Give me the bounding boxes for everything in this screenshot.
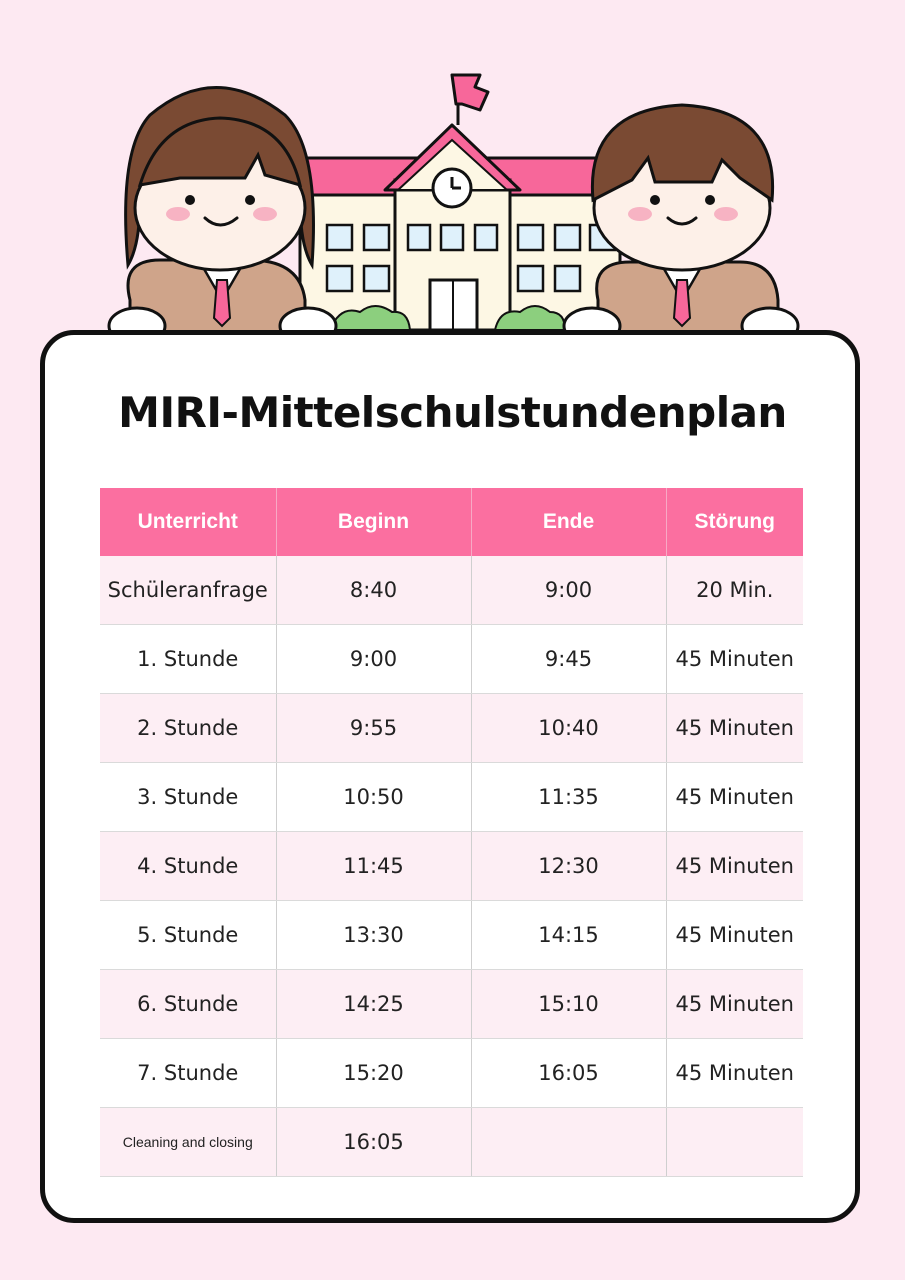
start-cell: 9:55 — [276, 694, 471, 763]
table-row — [100, 694, 803, 763]
start-cell: 16:05 — [276, 1108, 471, 1177]
end-cell: 10:40 — [471, 694, 666, 763]
end-cell — [471, 1108, 666, 1177]
lesson-cell: Cleaning and closing — [100, 1108, 276, 1177]
duration-cell: 45 Minuten — [666, 694, 803, 763]
start-cell: 15:20 — [276, 1039, 471, 1108]
start-cell: 11:45 — [276, 832, 471, 901]
lesson-cell: 6. Stunde — [100, 970, 276, 1039]
duration-cell: 45 Minuten — [666, 970, 803, 1039]
page-title: MIRI-Mittelschulstundenplan — [118, 388, 787, 437]
table-row — [100, 832, 803, 901]
lesson-cell: 7. Stunde — [100, 1039, 276, 1108]
header-beginn: Beginn — [276, 488, 471, 556]
end-cell: 9:45 — [471, 625, 666, 694]
duration-cell: 45 Minuten — [666, 832, 803, 901]
lesson-cell: Schüleranfrage — [100, 556, 276, 625]
duration-cell — [666, 1108, 803, 1177]
end-cell: 14:15 — [471, 901, 666, 970]
duration-cell: 45 Minuten — [666, 625, 803, 694]
end-cell: 11:35 — [471, 763, 666, 832]
header-stoerung: Störung — [666, 488, 803, 556]
flag-icon — [452, 75, 488, 125]
lesson-cell: 2. Stunde — [100, 694, 276, 763]
lesson-cell: 3. Stunde — [100, 763, 276, 832]
duration-cell: 20 Min. — [666, 556, 803, 625]
duration-cell: 45 Minuten — [666, 901, 803, 970]
schedule-table — [100, 488, 803, 1177]
table-row — [100, 556, 803, 625]
start-cell: 9:00 — [276, 625, 471, 694]
table-row — [100, 763, 803, 832]
table-row — [100, 1039, 803, 1108]
lesson-cell: 5. Stunde — [100, 901, 276, 970]
duration-cell: 45 Minuten — [666, 1039, 803, 1108]
header-ende: Ende — [471, 488, 666, 556]
end-cell: 12:30 — [471, 832, 666, 901]
end-cell: 15:10 — [471, 970, 666, 1039]
end-cell: 9:00 — [471, 556, 666, 625]
table-row — [100, 1108, 803, 1177]
start-cell: 10:50 — [276, 763, 471, 832]
school-building-icon — [300, 75, 620, 330]
girl-student-icon — [109, 88, 336, 345]
boy-student-icon — [564, 105, 798, 344]
lesson-cell: 1. Stunde — [100, 625, 276, 694]
start-cell: 8:40 — [276, 556, 471, 625]
duration-cell: 45 Minuten — [666, 763, 803, 832]
header-illustration — [0, 0, 905, 360]
table-row — [100, 625, 803, 694]
start-cell: 13:30 — [276, 901, 471, 970]
start-cell: 14:25 — [276, 970, 471, 1039]
clock-icon — [433, 169, 471, 207]
lesson-cell: 4. Stunde — [100, 832, 276, 901]
table-row — [100, 970, 803, 1039]
table-row — [100, 901, 803, 970]
end-cell: 16:05 — [471, 1039, 666, 1108]
table-header-row — [100, 488, 803, 556]
header-unterricht: Unterricht — [100, 488, 276, 556]
